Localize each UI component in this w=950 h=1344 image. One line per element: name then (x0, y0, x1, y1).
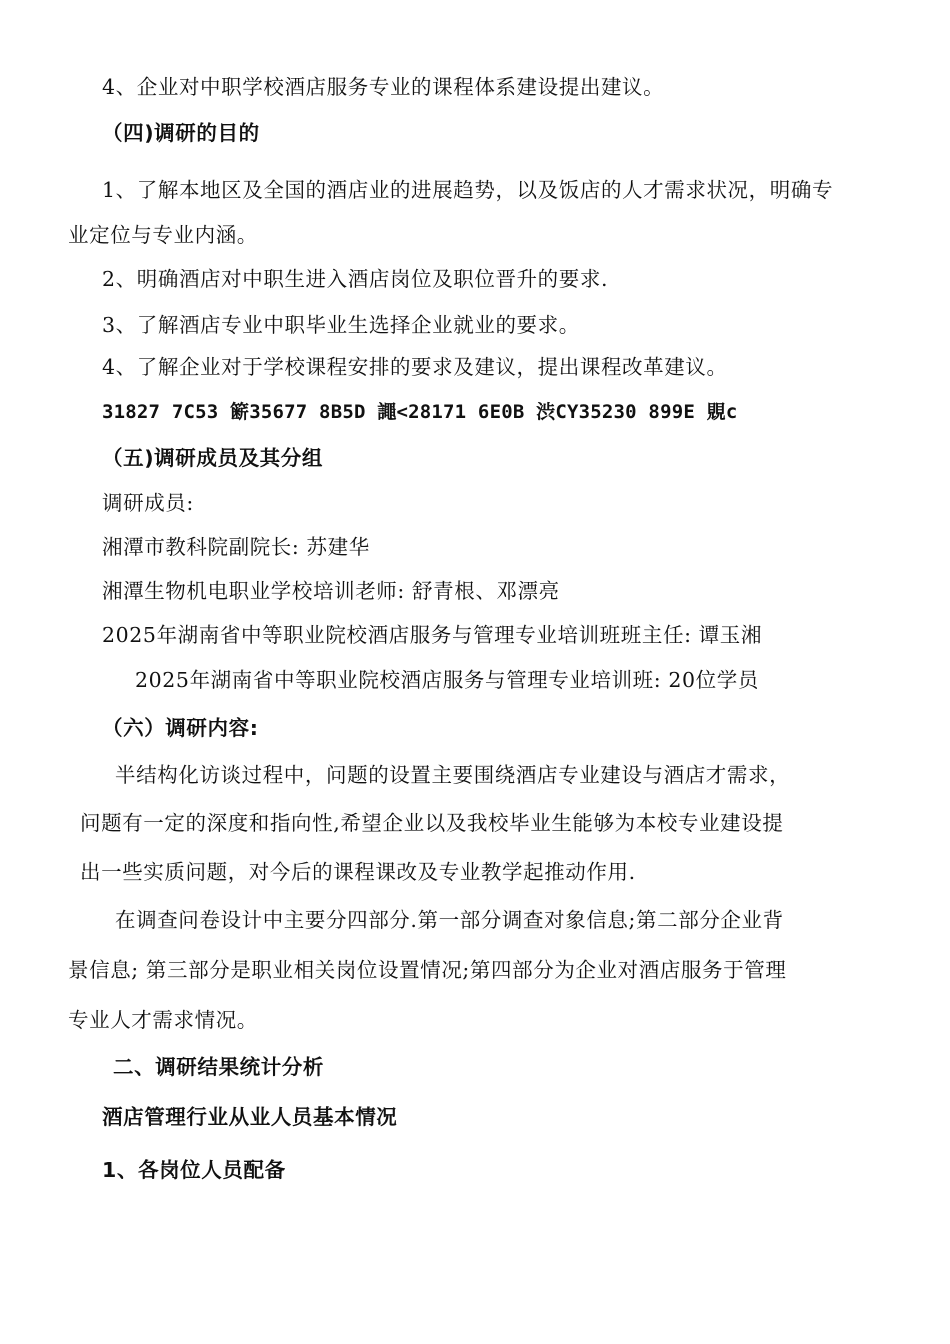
content-para-2-line-3: 专业人才需求情况。 (68, 1008, 258, 1032)
purpose-item-4: 4、了解企业对于学校课程安排的要求及建议，提出课程改革建议。 (102, 355, 728, 379)
purpose-item-1-line-2: 业定位与专业内涵。 (68, 223, 258, 247)
content-para-1-line-1: 半结构化访谈过程中，问题的设置主要围绕酒店专业建设与酒店才需求， (115, 763, 791, 787)
member-4: 2025年湖南省中等职业院校酒店服务与管理专业培训班: 20位学员 (135, 668, 759, 692)
content-para-1-line-2: 问题有一定的深度和指向性,希望企业以及我校毕业生能够为本校专业建设提 (80, 811, 784, 835)
section-heading-purpose: （四)调研的目的 (102, 121, 260, 145)
subheading-staff-overview: 酒店管理行业从业人员基本情况 (102, 1105, 398, 1129)
content-para-2-line-2: 景信息; 第三部分是职业相关岗位设置情况;第四部分为企业对酒店服务于管理 (68, 958, 787, 982)
subheading-staffing: 1、各岗位人员配备 (102, 1158, 286, 1182)
member-1: 湘潭市教科院副院长: 苏建华 (102, 535, 370, 559)
section-heading-results: 二、调研结果统计分析 (113, 1055, 324, 1079)
purpose-item-1-line-1: 1、了解本地区及全国的酒店业的进展趋势，以及饭店的人才需求状况，明确专 (102, 178, 834, 202)
purpose-item-2: 2、明确酒店对中职生进入酒店岗位及职位晋升的要求. (102, 267, 609, 291)
member-2: 湘潭生物机电职业学校培训老师: 舒青根、邓漂亮 (102, 579, 560, 603)
members-label: 调研成员: (102, 491, 194, 515)
section-heading-content: （六）调研内容: (102, 716, 259, 740)
purpose-item-3: 3、了解酒店专业中职毕业生选择企业就业的要求。 (102, 313, 580, 337)
section-heading-members: （五)调研成员及其分组 (102, 446, 323, 470)
content-para-2-line-1: 在调查问卷设计中主要分四部分.第一部分调查对象信息;第二部分企业背 (115, 908, 784, 932)
garbled-code-line: 31827 7C53 簖35677 8B5D 譝<28171 6E0B 渋CY35230 899E 覞c (102, 401, 738, 423)
suggestion-item-4: 4、企业对中职学校酒店服务专业的课程体系建设提出建议。 (102, 75, 665, 99)
member-3: 2025年湖南省中等职业院校酒店服务与管理专业培训班班主任: 谭玉湘 (102, 623, 762, 647)
content-para-1-line-3: 出一些实质问题，对今后的课程课改及专业教学起推动作用. (80, 860, 636, 884)
